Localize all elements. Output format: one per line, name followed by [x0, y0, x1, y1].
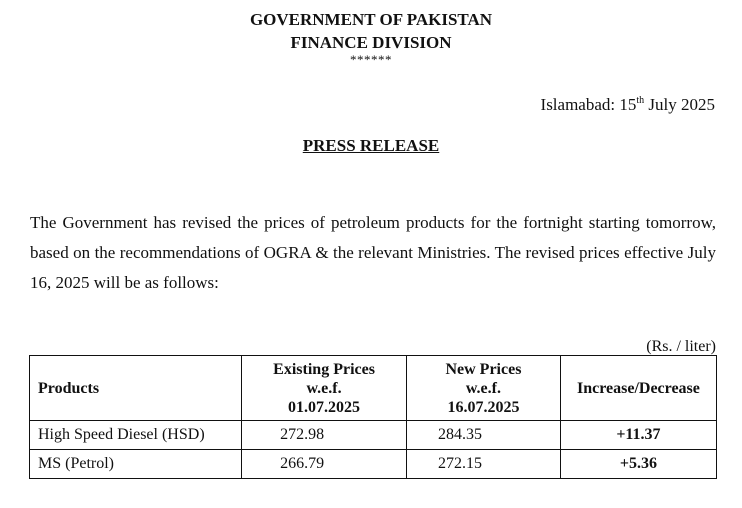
header-new-prices: [407, 356, 561, 421]
header-products: Products: [30, 356, 242, 421]
header-new-line1: New Prices: [445, 360, 522, 378]
row-existing-price: 266.79: [242, 450, 407, 479]
row-change: +5.36: [560, 450, 716, 479]
header-new-line3: 16.07.2025: [447, 398, 520, 416]
header-government: GOVERNMENT OF PAKISTAN: [249, 10, 493, 29]
table-row: [30, 450, 717, 479]
place-date-sup: th: [636, 95, 645, 106]
row-change: +11.37: [560, 421, 716, 450]
header-stars: ******: [350, 52, 392, 67]
table-header-row: [30, 356, 717, 421]
row-new-price: 284.35: [407, 421, 561, 450]
body-paragraph: The Government has revised the prices of petroleum products for the fortnight starting tomorrow, based on the recommendations of OGRA & the relevant Ministries. The revised prices effective July 16, 2025 will be as follows:: [30, 213, 716, 292]
header-division: FINANCE DIVISION: [290, 33, 452, 52]
row-product: MS (Petrol): [30, 450, 242, 479]
prices-table: [29, 355, 717, 479]
table-row: [30, 421, 717, 450]
header-existing-line2: w.e.f.: [306, 379, 342, 397]
place-date-suffix: July 2025: [644, 95, 715, 114]
press-release-title: PRESS RELEASE: [302, 136, 440, 155]
press-release-title-wrap: [0, 135, 742, 157]
header-existing-prices: [242, 356, 407, 421]
header-new-line2: w.e.f.: [465, 379, 501, 397]
place-date: [541, 94, 715, 116]
place-date-prefix: Islamabad: 15: [540, 95, 637, 114]
row-existing-price: 272.98: [242, 421, 407, 450]
header-existing-line3: 01.07.2025: [288, 398, 361, 416]
unit-label: (Rs. / liter): [646, 338, 716, 355]
row-new-price: 272.15: [407, 450, 561, 479]
header-increase-decrease: Increase/Decrease: [560, 356, 716, 421]
row-product: High Speed Diesel (HSD): [30, 421, 242, 450]
header-existing-line1: Existing Prices: [273, 360, 375, 378]
